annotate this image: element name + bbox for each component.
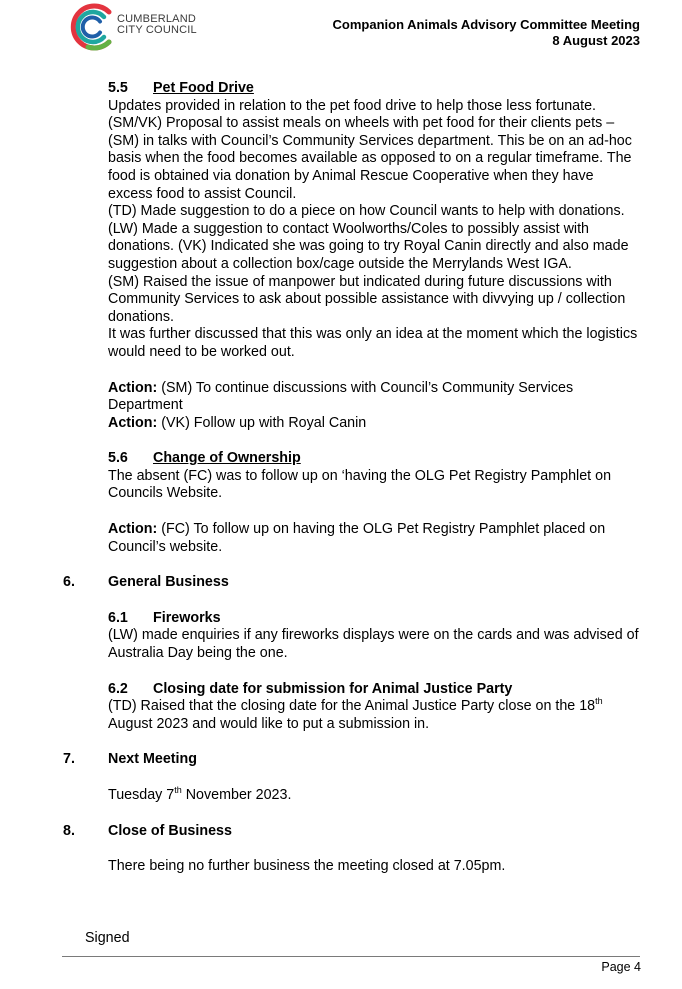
meeting-date: 8 August 2023 [552, 33, 640, 48]
section-6-heading [63, 574, 682, 592]
page-number: Page 4 [601, 960, 641, 974]
action-text: (SM) To continue discussions with Council’s Community Services Department [108, 379, 574, 414]
section-title: Close of Business [108, 822, 232, 839]
ordinal-suffix: th [174, 785, 182, 795]
section-8-heading [63, 823, 682, 841]
section-5-5-heading [108, 80, 682, 98]
section-number: 6.1 [108, 609, 128, 626]
section-5-6-text: The absent (FC) was to follow up on ‘having the OLG Pet Registry Pamphlet on Councils Website. [108, 467, 612, 502]
council-name [117, 14, 197, 36]
section-number: 8. [63, 822, 75, 839]
section-title: Closing date for submission for Animal Justice Party [153, 680, 513, 697]
action-label: Action: [108, 521, 158, 538]
document-header [333, 17, 640, 49]
section-7-heading [63, 751, 682, 769]
text-part: (TD) Raised that the closing date for the Animal Justice Party close on the 18 [108, 698, 596, 715]
section-number: 5.6 [108, 450, 128, 467]
paragraph: (SM/VK) Proposal to assist meals on wheels with pet food for their clients pets – (SM) in talks with Council’s Community Services department. This be on an ad-hoc basis when the food becomes available as opposed to on a regular timeframe. The food is obtained via donation by Animal Rescue Cooperative when they have excess food to assist Council. [108, 115, 632, 202]
text-part: November 2023. [181, 787, 292, 803]
council-logo-icon [66, 2, 116, 52]
section-number: 7. [63, 751, 75, 768]
section-5-6-action [108, 521, 642, 556]
section-6-1-heading [108, 610, 682, 628]
section-6-2-text [108, 698, 642, 733]
action-text: (VK) Follow up with Royal Canin [161, 414, 367, 431]
meeting-title: Companion Animals Advisory Committee Meeting [332, 17, 640, 32]
action-label: Action: [108, 414, 158, 431]
text-part: Tuesday 7 [108, 787, 175, 803]
section-number: 6.2 [108, 680, 128, 697]
paragraph: Updates provided in relation to the pet food drive to help those less fortunate. [108, 97, 596, 114]
council-name-line1: CUMBERLAND [117, 13, 197, 25]
action-item [108, 380, 642, 415]
section-5-5-text [108, 98, 642, 362]
section-number: 5.5 [108, 80, 128, 96]
section-6-1-text: (LW) made enquiries if any fireworks displays were on the cards and was advised of Australia Day being the one. [108, 627, 639, 662]
close-of-business-text: There being no further business the meeting closed at 7.05pm. [108, 858, 506, 875]
section-title: Change of Ownership [153, 450, 301, 467]
footer-divider [62, 956, 640, 957]
ordinal-suffix: th [595, 696, 603, 707]
text-part: August 2023 and would like to put a submission in. [108, 715, 430, 732]
next-meeting-date [108, 787, 642, 805]
paragraph: (TD) Made suggestion to do a piece on how Council wants to help with donations. [108, 203, 625, 220]
council-name-line2: CITY COUNCIL [117, 24, 197, 36]
section-5-6-heading [108, 450, 682, 468]
action-item [108, 415, 642, 433]
signed-label: Signed [85, 930, 130, 946]
section-number: 6. [63, 574, 75, 591]
section-title: Next Meeting [108, 751, 197, 768]
paragraph: (SM) Raised the issue of manpower but indicated during future discussions with Community Services to ask about possible assistance with divvying up / collection donations. [108, 273, 626, 325]
paragraph: It was further discussed that this was only an idea at the moment which the logistics would need to be worked out. [108, 326, 638, 360]
section-5-5-actions [108, 380, 642, 433]
section-title: Fireworks [153, 609, 221, 626]
section-title: Pet Food Drive [153, 80, 254, 96]
paragraph: (LW) Made a suggestion to contact Woolworths/Coles to possibly assist with donations. (VK) Indicated she was going to try Royal Canin directly and also made suggestion about a collection box/cage outside the Merrylands West IGA. [108, 220, 629, 272]
minutes-body [0, 80, 682, 876]
section-title: General Business [108, 574, 229, 591]
action-label: Action: [108, 379, 158, 396]
action-text: (FC) To follow up on having the OLG Pet Registry Pamphlet placed on Council’s website. [108, 521, 606, 555]
